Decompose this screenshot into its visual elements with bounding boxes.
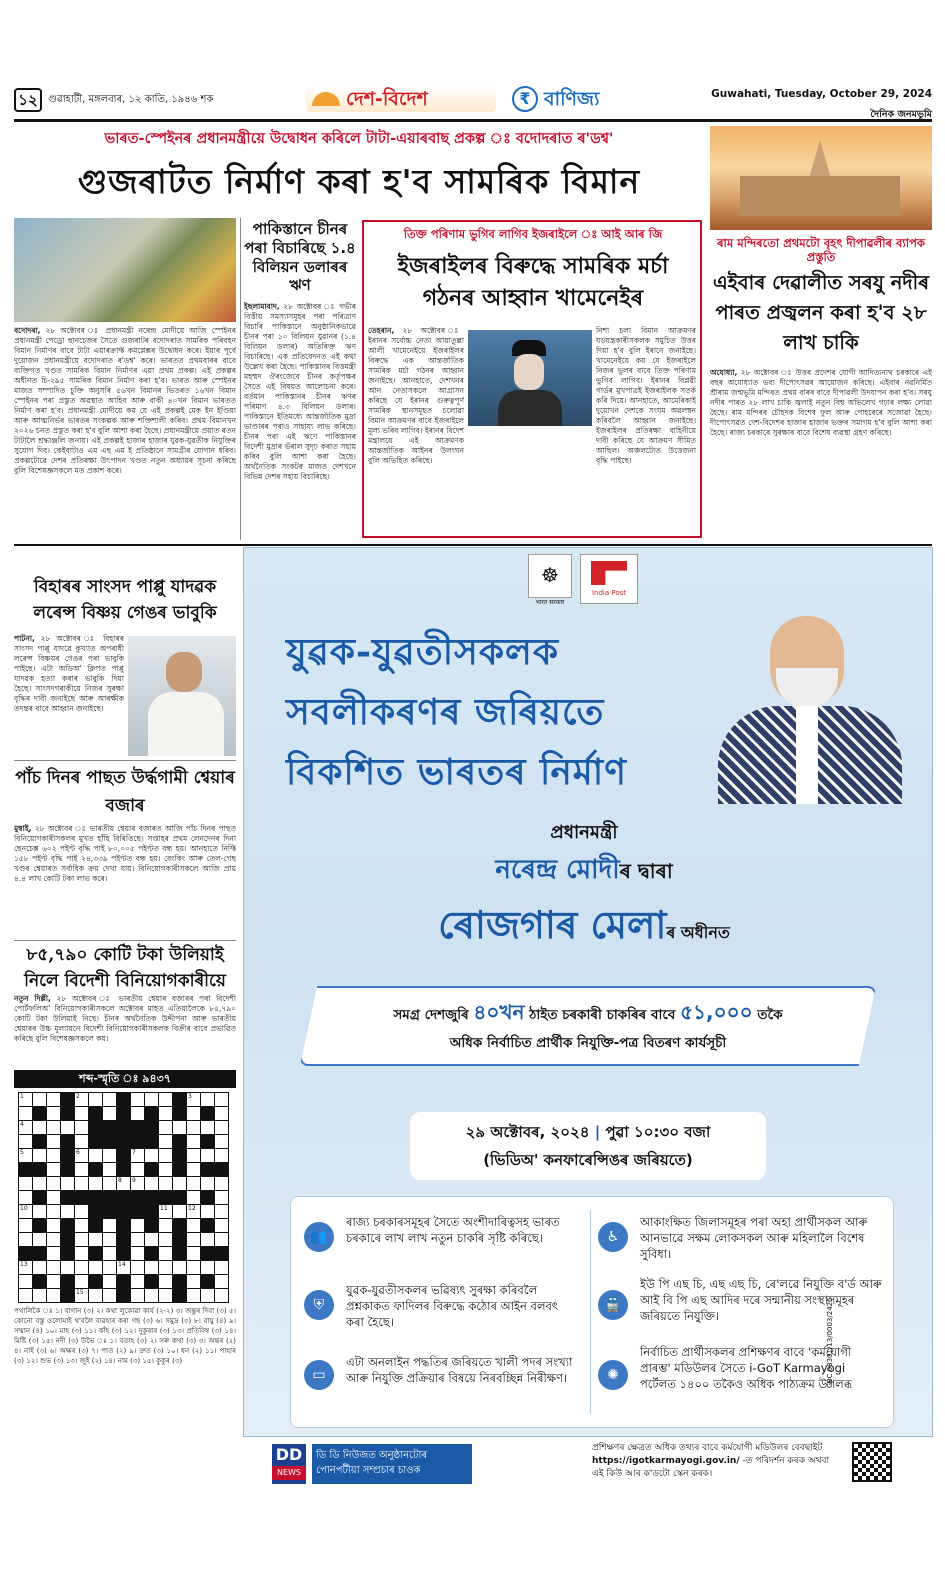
china-loan-body: ইছলামাবাদ, ২৮ অক্টোবৰ ঃ গভীৰ বিত্তীয় সমস্যাসমূহৰ পৰা পৰিত্ৰাণ বিচাৰি পাকিস্তানে অনুষ্ঠানিকভাৱে চীনৰ পৰা ১০ বিলিয়ন যুৱানৰ (১.৪ বিলিয়ন ডলাৰ) অতিৰিক্ত ঋণ বিচাৰিছে। এক প্ৰতিবেদনত এই কথা উল্লেখ কৰা হৈছে। পাকিস্তানৰ বিত্তমন্ত্ৰী মহম্মদ ঔৰংজেবে চীনৰ কৰ্তৃপক্ষৰ সৈতে এই বিষয়ত আলোচনা কৰে। বৰ্তমান পাকিস্তানৰ চীনৰ ঋণৰ পৰিমাণ ৪.৩ বিলিয়ন ডলাৰ। পাকিস্তানে ইতিমধ্যে আন্তৰ্জাতিক মুদ্ৰা ভাণ্ডাৰৰ পৰাও সাহায্য লাভ কৰিছে। চীনৰ পৰা এই ঋণে পাকিস্তানৰ বিদেশী মুদ্ৰাৰ ভঁৰাল সুদৃঢ় কৰাত সহায় কৰিব বুলি আশা কৰা হৈছে। অৰ্থনৈতিক সংকটৰ মাজত দেশখনে বিভিন্ন দেশৰ সহায় বিচাৰিছে। [244,302,356,481]
crossword-cell[interactable] [47,1177,60,1190]
crossword-cell[interactable] [201,1093,214,1106]
shield-icon: ⛨ [304,1290,334,1320]
section-title-banijya: ₹ বাণিজ্য [508,86,708,112]
crossword-cell[interactable] [103,1149,116,1162]
crossword-cell[interactable] [215,1233,228,1246]
roadshow-photo [14,218,236,322]
crossword-block [89,1121,102,1134]
parliament-icon [312,92,340,106]
ram-mandir-photo [710,126,932,230]
crossword-cell[interactable] [33,1261,46,1274]
crossword-cell[interactable] [75,1107,88,1120]
ram-mandir-body: অযোধ্যা, ২৮ অক্টোবৰ ঃ উত্তৰ প্ৰদেশৰ যোগী আদিত্যনাথ চৰকাৰে এই বছৰ অযোধ্যাত ভব্য দীপোৎসৱৰ আয়োজন কৰিছে। এইবাৰ নৱনিৰ্মিত শ্ৰীৰাম জন্মভূমি মন্দিৰত প্ৰথম বাৰৰ বাবে দীপাৱলী উদযাপন কৰা হ'ব। সৰযু নদীৰ পাৰত ২৮ লাখ চাকি জ্বলাই নতুন বিশ্ব অভিলেখ গঢ়াৰ লক্ষ্য লোৱা হৈছে। ৰাম মন্দিৰৰ চৌহদক বিশেষ ফুল আৰু পোহৰেৰে সজোৱা হৈছে। দীপোৎসৱত দেশ-বিদেশৰ হাজাৰ হাজাৰ ভক্তৰ সমাগম হ'ব বুলি আশা কৰা হৈছে। ৰাজ্য চৰকাৰে সুৰক্ষাৰ বাবে বিশেষ ব্যৱস্থা গ্ৰহণ কৰিছে। [710,368,932,437]
crossword-block [103,1135,116,1148]
iran-headline: ইজৰাইলৰ বিৰুদ্ধে সামৰিক মৰ্চা গঠনৰ আহ্বান খামেনেইৰ [397,253,669,311]
crossword-block [173,1289,186,1302]
crossword-cell[interactable] [187,1247,200,1260]
crossword-cell[interactable] [187,1219,200,1232]
crossword-cell[interactable] [19,1275,32,1288]
date-assamese: গুৱাহাটী, মঙ্গলবাৰ, ১২ কাতি, ১৯৪৬ শক [48,94,214,105]
crossword-block [145,1163,158,1176]
crossword-block [89,1219,102,1232]
crossword-cell[interactable] [159,1219,172,1232]
crossword-block [33,1191,46,1204]
crossword-block [117,1205,130,1218]
crossword-block [33,1275,46,1288]
fii-headline: ৮৫,৭৯০ কোটি টকা উলিয়াই নিলে বিদেশী বিনিয়োগকাৰীয়ে [24,945,226,991]
crossword-cell[interactable] [173,1205,186,1218]
pappu-yadav-photo [128,636,236,756]
crossword-block [117,1275,130,1288]
crossword-block [61,1275,74,1288]
crossword-cell[interactable]: 5 [19,1149,32,1162]
crossword-cell[interactable]: 7 [131,1149,144,1162]
crossword-cell[interactable] [61,1261,74,1274]
crossword-block [89,1163,102,1176]
crossword-cell[interactable] [159,1135,172,1148]
crossword-block [173,1135,186,1148]
crossword-cell[interactable] [215,1149,228,1162]
crossword-block [117,1191,130,1204]
crossword-block [145,1121,158,1134]
crossword-cell[interactable] [201,1233,214,1246]
crossword-cell[interactable] [75,1247,88,1260]
page-header [14,86,932,122]
crossword-cell[interactable] [19,1177,32,1190]
crossword-cell[interactable] [173,1177,186,1190]
crossword-block [117,1233,130,1246]
crossword-cell[interactable] [215,1289,228,1302]
crossword-cell[interactable] [47,1135,60,1148]
crossword-block [19,1163,32,1176]
iran-kicker: তিক্ত পৰিণাম ভুগিব লাগিব ইজৰাইলে ঃ আই আৰ জি [403,227,663,241]
pm-block: প্ৰধানমন্ত্ৰী নৰেন্দ্ৰ মোদীৰ দ্বাৰা ৰোজগাৰ মেলাৰ অধীনত [414,818,754,965]
crossword-cell[interactable] [75,1261,88,1274]
crossword-cell[interactable] [75,1219,88,1232]
lead-kicker: ভাৰত-স্পেইনৰ প্ৰধানমন্ত্ৰীয়ে উদ্বোধন কৰিলে টাটা-এয়াৰবাছ প্ৰকল্প ঃ বদোদৰাত ৰ'ডশ্ব' [104,131,614,147]
accessibility-icon: ♿ [598,1222,628,1252]
crossword-block [117,1163,130,1176]
crossword-cell[interactable] [159,1163,172,1176]
crossword-cell[interactable] [33,1149,46,1162]
crossword-grid [18,1092,229,1303]
crossword-block [61,1093,74,1106]
crossword-cell[interactable] [47,1247,60,1260]
crossword-block [117,1093,130,1106]
crossword-cell[interactable] [215,1177,228,1190]
bihar-headline: বিহাৰৰ সাংসদ পাপ্পু যাদৱক লৰেন্স বিষ্ণয় গেঙৰ ভাবুকি [33,577,217,623]
crossword-cell[interactable] [33,1205,46,1218]
crossword-block [33,1219,46,1232]
crossword-cell[interactable] [159,1275,172,1288]
crossword-cell[interactable] [187,1135,200,1148]
crossword-cell[interactable] [89,1261,102,1274]
crossword-cell[interactable] [131,1163,144,1176]
benefit-3: এটা অনলাইন পদ্ধতিৰ জৰিয়তে খালী পদৰ সংখ্যা আৰু নিযুক্তি প্ৰক্ৰিয়াৰ বিষয়ে নিৰবচ্ছিন্ন নিৰীক্ষণ। [346,1355,573,1385]
crossword-block [145,1219,158,1232]
bihar-body: পাটনা, ২৮ অক্টোবৰ ঃ বিহাৰৰ সাংসদ পাপ্পু যাদৱে কুখ্যাত অপৰাধী লৰেন্স বিষ্ণয়ৰ গেঙৰ পৰা ভাবুকি পাইছে। এটা অডিঅ' ক্লিপত পাপ্পু যাদৱক হত্যা কৰাৰ ভাবুকি দিয়া হৈছে। সাংসদগৰাকীয়ে নিজৰ সুৰক্ষা বৃদ্ধিৰ দাবী জনাইছে আৰু আৰক্ষীক তদন্তৰ বাবে আহ্বান জনাইছে। [14,634,124,713]
crossword-block [33,1163,46,1176]
crossword-cell[interactable]: 1 [19,1093,32,1106]
crossword-cell[interactable] [131,1275,144,1288]
crossword-cell[interactable] [131,1107,144,1120]
crossword-block [173,1191,186,1204]
crossword-cell[interactable] [47,1107,60,1120]
crossword-cell[interactable] [131,1233,144,1246]
crossword-block [61,1289,74,1302]
date-english: Guwahati, Tuesday, October 29, 2024 [711,88,932,100]
crossword-cell[interactable]: 15 [75,1289,88,1302]
crossword-block [61,1107,74,1120]
crossword-clues: পথালিকৈ ঃ ১। বাগান (৩) ২। কথা লুকোৱা কাৰ্য (২-২) ৩। জন্তুৰ দিবা (৩) ৫। কোনো বস্তু ওলোমাই থ'বলৈ ব্যৱহাৰ কৰা গছ (৩) ৬। সমুদ্ৰ (৩) ৮। বায়ু (৪) ৯। সম্মান (৪) ১০। মাহ (৩) ১১। কাঁহ (৩) ১২। দুকুৰাৰ (৩) ১৩। প্ৰতিবিম্ব (৩) ১৪। মিষ্টি (৩) ১৫। নদী (৩) উভৈ ঃ ১। বতাহ (৩) ২। সৰু কথা (৩) ৩। অন্তৰ (২) ৪। নাই (৩) ৬। অক্ষৰ (৩) ৭। পাত (২) ৯। দ্ৰুত (৩) ১০। ধন (২) ১১। পাহাৰ (৩) ১২। শুভ (৩) ১৩। জুই (২) ১৪। নাম (৩) ১৫। কুকুৰ (৩) [14,1307,236,1365]
crossword-cell[interactable] [131,1289,144,1302]
monitor-icon: ▭ [304,1360,334,1390]
crossword-block [61,1233,74,1246]
crossword-block [131,1135,144,1148]
iran-body-col1: তেহৰান, ২৮ অক্টোবৰ ঃ ইৰানৰ সৰ্বোচ্চ নেতা আয়াতুল্লা আলী খামেনেইয়ে ইজৰাইলৰ বিৰুদ্ধে এক আন্তৰ্জাতিক সামৰিক মৰ্চা গঠনৰ আহ্বান জনাইছে। আনহাতে, দেশখনৰ আন নেতাসকলে আগ্ৰাসন কৰিছে যে ইৰানৰ গুৰুত্বপূৰ্ণ সামৰিক স্থানসমূহত চলোৱা বিমান আক্ৰমণৰ বাবে ইজৰাইলে মূল্য ভৰিব লাগিব। ইৰানৰ বিদেশ মন্ত্ৰালয়ে এই আক্ৰমণক আন্তৰ্জাতিক আইনৰ উলংঘন বুলি অভিহিত কৰিছে। [368,326,464,465]
crossword-cell[interactable] [131,1219,144,1232]
crossword-cell[interactable] [187,1121,200,1134]
event-date: ২৯ অক্টোবৰ, ২০২৪ [465,1123,590,1141]
crossword-cell[interactable] [33,1093,46,1106]
crossword-cell[interactable] [103,1219,116,1232]
crossword-block [173,1149,186,1162]
crossword-cell[interactable] [75,1233,88,1246]
market-body: মুম্বাই, ২৮ অক্টোবৰ ঃ ভাৰতীয় শ্বেয়াৰ বজাৰত আজি পাঁচ দিনৰ পাছত বিনিয়োগকাৰীসকলৰ মুখত হাঁহি বিৰিঙিছে। সপ্তাহৰ প্ৰথম লেনদেনৰ দিনা ছেনচেক্স ৬০২ পইণ্ট বৃদ্ধি পাই ৮০,০০৫ পইণ্টত বন্ধ হয়। আনহাতে নিফ্টি ১৫৮ পইণ্ট বৃদ্ধি পাই ২৪,৩৩৯ পইণ্টত বন্ধ হয়। বেংকিং আৰু তেল-গেছ খণ্ডৰ শ্বেয়াৰত সৰ্বাধিক ক্ৰয় দেখা যায়। বিনিয়োগকাৰীসকলে আজি প্ৰায় ৪.৪ লাখ কোটি টকা লাভ কৰে। [14,824,236,883]
crossword-block [61,1191,74,1204]
cbc-code: CBC 08301/13/0003/2425 [826,1297,834,1388]
crossword-cell[interactable] [201,1289,214,1302]
crossword-block [117,1135,130,1148]
crossword-block [89,1205,102,1218]
crossword-cell[interactable] [47,1275,60,1288]
crossword-cell[interactable]: 6 [75,1149,88,1162]
crossword-cell[interactable] [187,1191,200,1204]
crossword-cell[interactable] [61,1121,74,1134]
crossword-cell[interactable] [131,1247,144,1260]
crossword-block [33,1247,46,1260]
crossword-block [117,1247,130,1260]
crossword-cell[interactable] [215,1205,228,1218]
crossword-cell[interactable] [145,1233,158,1246]
crossword-title: শব্দ-স্মৃতি ঃ ৯৪৩৭ [14,1070,236,1088]
crossword-cell[interactable]: 4 [19,1121,32,1134]
crossword-block [201,1275,214,1288]
crossword-cell[interactable] [89,1233,102,1246]
crossword-block [61,1135,74,1148]
crossword-block [173,1163,186,1176]
crossword-block [61,1163,74,1176]
pm-portrait [712,610,912,804]
qr-code-icon[interactable] [852,1442,892,1482]
crossword-cell[interactable] [145,1149,158,1162]
crossword-cell[interactable] [187,1163,200,1176]
crossword-block [173,1233,186,1246]
benefit-4: আকাংক্ষিত জিলাসমূহৰ পৰা অহা প্ৰাৰ্থীসকল আৰু আনভাৱে সক্ষম লোকসকল আৰু মহিলালৈ বিশেষ সুবিধা। [640,1215,868,1261]
crossword-cell[interactable] [159,1177,172,1190]
crossword-cell[interactable] [33,1289,46,1302]
crossword-cell[interactable] [201,1261,214,1274]
crossword-cell[interactable] [159,1149,172,1162]
crossword-cell[interactable] [103,1093,116,1106]
crossword-cell[interactable] [103,1233,116,1246]
crossword-cell[interactable] [89,1093,102,1106]
crossword-block [103,1121,116,1134]
crossword-cell[interactable] [19,1135,32,1148]
benefit-5: ইউ পি এছ চি, এছ এছ চি, ৰে'লৱে নিযুক্তি ব'ৰ্ড আৰু আই বি পি এছ আদিৰ দৰে সন্মানীয় সংস্থাসমূহৰ জৰিয়তে নিযুক্তি। [640,1277,882,1323]
crossword-block [131,1191,144,1204]
crossword-cell[interactable] [47,1149,60,1162]
benefit-1: ৰাজ্য চৰকাৰসমূহৰ সৈতে অংশীদাৰিত্বসহ ভাৰত চৰকাৰে লাখ লাখ নতুন চাকৰি সৃষ্টি কৰিছে। [346,1215,560,1245]
crossword-cell[interactable] [201,1177,214,1190]
crossword-block [173,1219,186,1232]
crossword-cell[interactable] [103,1163,116,1176]
crossword-cell[interactable] [215,1261,228,1274]
people-icon: 👥 [304,1222,334,1252]
crossword-cell[interactable] [61,1205,74,1218]
crossword-block [117,1289,130,1302]
crossword-block [89,1247,102,1260]
benefit-6: নিৰ্বাচিত প্ৰাৰ্থীসকলৰ প্ৰশিক্ষণৰ বাবে 'কৰ্মযোগী প্ৰাৰম্ভ' মডিউলৰ সৈতে i-GoT Karmayogi পৰ্টেলত ১৪০০ তকৈও অধিক পাঠ্যক্ৰম উপলব্ধ [640,1345,852,1391]
crossword-cell[interactable] [103,1261,116,1274]
crossword-cell[interactable] [159,1121,172,1134]
crossword-block [61,1247,74,1260]
karmayogi-link[interactable]: https://igotkarmayogi.gov.in/ [592,1456,740,1466]
pm-name: নৰেন্দ্ৰ মোদী [495,855,620,885]
crossword-cell[interactable]: 13 [19,1261,32,1274]
crossword-block [215,1247,228,1260]
crossword-block [117,1219,130,1232]
crossword-block [201,1107,214,1120]
crossword-cell[interactable] [75,1205,88,1218]
crossword-block [201,1191,214,1204]
crossword-cell[interactable] [145,1289,158,1302]
gov-label: भारत सरकार [535,599,565,606]
crossword-block [61,1219,74,1232]
crossword-block [61,1149,74,1162]
crossword-block [131,1205,144,1218]
crossword-cell[interactable]: 10 [19,1205,32,1218]
crossword-cell[interactable] [215,1275,228,1288]
crossword-cell[interactable] [173,1261,186,1274]
event-name: ৰোজগাৰ মেলা [438,903,667,947]
crossword-block [117,1121,130,1134]
crossword-cell[interactable] [47,1233,60,1246]
crossword-cell[interactable] [75,1163,88,1176]
crossword-cell[interactable] [33,1121,46,1134]
crossword-block [173,1247,186,1260]
crossword-block [117,1149,130,1162]
dd-news-logo: DD NEWS [272,1444,306,1484]
crossword-block [89,1135,102,1148]
crossword-cell[interactable] [19,1107,32,1120]
crossword-block [201,1135,214,1148]
crossword-cell[interactable] [47,1191,60,1204]
crossword-cell[interactable] [47,1219,60,1232]
dd-news-text: ডি ডি নিউজত অনুষ্ঠানটোৰ পোনপটীয়া সম্প্ৰচাৰ চাওক [312,1444,472,1484]
crossword-cell[interactable] [159,1107,172,1120]
crossword-block [145,1191,158,1204]
crossword-cell[interactable] [145,1177,158,1190]
crossword-cell[interactable] [201,1121,214,1134]
crossword-cell[interactable] [103,1275,116,1288]
crossword-cell[interactable] [173,1121,186,1134]
crossword-cell[interactable] [159,1261,172,1274]
crossword-block [173,1107,186,1120]
crossword-cell[interactable] [215,1219,228,1232]
crossword-cell[interactable] [159,1247,172,1260]
rupee-icon: ₹ [512,86,538,112]
crossword-cell[interactable]: 11 [159,1205,172,1218]
crossword-cell[interactable] [145,1261,158,1274]
crossword-cell[interactable] [215,1191,228,1204]
crossword-block [215,1163,228,1176]
crossword-cell[interactable] [47,1163,60,1176]
crossword-block [117,1107,130,1120]
lead-headline: গুজৰাটত নিৰ্মাণ কৰা হ'ব সামৰিক বিমান [77,162,641,201]
crossword-block [89,1107,102,1120]
crossword-cell[interactable] [103,1247,116,1260]
section-title-desh-bidesh: দেশ-বিদেশ [306,86,496,112]
crossword-cell[interactable] [33,1233,46,1246]
crossword-cell[interactable] [159,1289,172,1302]
crossword-cell[interactable] [159,1233,172,1246]
crossword-block [103,1191,116,1204]
crossword-cell[interactable] [187,1107,200,1120]
crossword-cell[interactable] [187,1177,200,1190]
ram-mandir-headline: এইবাৰ দেৱালীত সৰযু নদীৰ পাৰত প্ৰজ্বলন কৰা হ'ব ২৮ লাখ চাকি [712,271,930,354]
benefit-2: যুৱক-যুৱতীসকলৰ ভৱিষ্যৎ সুৰক্ষা কৰিবলৈ প্ৰশ্নকাকত ফাদিলৰ বিৰুদ্ধে কঠোৰ আইন বলবৎ কৰা হৈছে। [346,1283,559,1329]
paper-name: দৈনিক জনমভূমি [870,109,932,120]
crossword-cell[interactable] [103,1177,116,1190]
crossword-cell[interactable]: 3 [187,1093,200,1106]
market-headline: পাঁচ দিনৰ পাছত উৰ্দ্ধগামী শ্বেয়াৰ বজাৰ [15,768,235,816]
emblem-icon: ☸ [528,554,572,598]
crossword-cell[interactable] [19,1289,32,1302]
crossword-cell[interactable] [145,1093,158,1106]
crossword-block [33,1135,46,1148]
crossword-cell[interactable] [47,1205,60,1218]
crossword-cell[interactable] [89,1177,102,1190]
crossword-cell[interactable] [75,1121,88,1134]
crossword-block [89,1275,102,1288]
event-datetime: ২৯ অক্টোবৰ, ২০২৪ | পুৱা ১০:৩০ বজা (ভিডিঅ' কনফাৰেন্সিঙৰ জৰিয়তে) [410,1118,766,1174]
china-loan-headline: পাকিস্তানে চীনৰ পৰা বিচাৰিছে ১.৪ বিলিয়ন ডলাৰৰ ঋণ [244,220,356,295]
ad-footer-text: প্ৰশিক্ষণৰ ক্ষেত্ৰত অধিক তথ্যৰ বাবে কৰ্মযোগী মডিউলৰ বেবছাইট https://igotkarmayogi.gov.in/ -ত পৰিদৰ্শন কৰক অথবা এই কিউ আৰ ক'ডটো স্কেন কৰক। [592,1443,830,1479]
crossword-cell[interactable] [215,1135,228,1148]
page-number: ১২ [14,88,42,112]
crossword-block [145,1205,158,1218]
event-mode: (ভিডিঅ' কনফাৰেন্সিঙৰ জৰিয়তে) [483,1151,693,1169]
crossword-block [145,1247,158,1260]
crossword-block [33,1107,46,1120]
crossword-block [173,1275,186,1288]
crossword-block [159,1191,172,1204]
crossword-cell[interactable]: 2 [75,1093,88,1106]
crossword-cell[interactable] [103,1107,116,1120]
crossword-cell[interactable]: 8 [117,1177,130,1190]
crossword-cell[interactable] [19,1219,32,1232]
fii-body: নতুন দিল্লী, ২৮ অক্টোবৰ ঃ ভাৰতীয় শ্বেয়াৰ বজাৰৰ পৰা বিদেশী পোৰ্টফলিঅ' বিনিয়োগকাৰীসকলে অক্টোবৰ মাহত এতিয়ালৈকে ৮৫,৭৯০ কোটি টকা উলিয়াই নিছে। চীনৰ অৰ্থনৈতিক উদ্দীপনা আৰু ভাৰতীয় শ্বেয়াৰৰ উচ্চ মূল্যায়নে বিদেশী বিনিয়োগকাৰীসকলক বিক্ৰীৰ বাবে প্ৰভাৱিত কৰিছে বুলি বিশেষজ্ঞসকলে কয়। [14,994,236,1043]
crossword-block [103,1205,116,1218]
crossword-cell[interactable] [75,1177,88,1190]
crossword-cell[interactable] [47,1289,60,1302]
karmayogi-icon: ✺ [598,1360,628,1390]
crossword-cell[interactable] [19,1233,32,1246]
crossword-block [75,1191,88,1204]
crossword-cell[interactable] [159,1093,172,1106]
crossword-block [89,1191,102,1204]
crossword-cell[interactable] [47,1093,60,1106]
crossword-cell[interactable] [75,1135,88,1148]
khamenei-photo [468,330,592,426]
crossword-cell[interactable] [131,1261,144,1274]
crossword-block [145,1275,158,1288]
crossword-cell[interactable] [47,1121,60,1134]
crossword-block [131,1121,144,1134]
crossword-cell[interactable] [47,1261,60,1274]
crossword-block [145,1107,158,1120]
event-time: পুৱা ১০:৩০ বজা [605,1123,711,1141]
crossword-cell[interactable] [19,1191,32,1204]
crossword-cell[interactable]: 12 [187,1205,200,1218]
ad-description: সমগ্ৰ দেশজুৰি ৪০খন ঠাইত চৰকাৰী চাকৰিৰ বাবে ৫১,০০০ তকৈ অধিক নিৰ্বাচিত প্ৰাৰ্থীক নিযুক্তি-পত্ৰ বিতৰণ কাৰ্যসূচী [393,1000,783,1051]
crossword-cell[interactable] [187,1261,200,1274]
crossword-cell[interactable] [187,1289,200,1302]
crossword-cell[interactable] [103,1289,116,1302]
crossword-cell[interactable] [89,1149,102,1162]
ram-mandir-caption: ৰাম মন্দিৰতো প্ৰথমটো বৃহৎ দীপাৱলীৰ ব্যাপক প্ৰস্তুতি [717,236,925,265]
crossword-block [145,1135,158,1148]
crossword-cell[interactable] [89,1289,102,1302]
lead-body: বদোদৰা, ২৮ অক্টোবৰ ঃ প্ৰধানমন্ত্ৰী নৰেন্দ্ৰ মোদীয়ে আজি স্পেইনৰ প্ৰধানমন্ত্ৰী পেড্ৰো ছানচেজৰ সৈতে গুজৰাটৰ বদোদৰাত সামৰিক পৰিবহন বিমান নিৰ্মাণৰ বাবে টাটা এয়াৰক্ৰাফ্ট কমপ্লেক্সৰ উদ্বোধন কৰে। ইয়াৰ পূৰ্বে দুয়োজন প্ৰধানমন্ত্ৰীয়ে বদোদৰাত ৰ'ডশ্ব' কৰে। ভাৰতত প্ৰথমবাৰৰ বাবে ব্যক্তিগত খণ্ডত সামৰিক বিমান নিৰ্মাণৰ এয়া প্ৰথম প্ৰকল্প। এই প্ৰকল্পৰ অধীনত চি-২৯৫ সামৰিক বিমান নিৰ্মাণ কৰা হ'ব। ভাৰত আৰু স্পেইনৰ মাজত সম্পাদিত চুক্তি অনুসৰি ৫৬খন বিমানৰ ভিতৰত ১৬খন বিমান স্পেইনৰ পৰা প্ৰস্তুত অৱস্থাত আহিব আৰু বাকী ৪০খন বিমান ভাৰতত নিৰ্মাণ কৰা হ'ব। প্ৰধানমন্ত্ৰী মোদীয়ে কয় যে এই প্ৰকল্পই মেক ইন ইণ্ডিয়া আৰু আত্মনিৰ্ভৰ ভাৰতৰ সংকল্পক আৰু শক্তিশালী কৰিব। প্ৰথম বিমানখন ২০২৬ চনত প্ৰস্তুত কৰা হ'ব বুলি আশা কৰা হৈছে। প্ৰধানমন্ত্ৰীয়ে প্ৰয়াত ৰতন টাটালৈ শ্ৰদ্ধাঞ্জলি জনায়। এই প্ৰকল্পই হাজাৰ হাজাৰ যুৱক-যুৱতীক নিযুক্তিৰ সুযোগ দিব। কেইবাটাও এম এছ এম ই প্ৰতিষ্ঠানে সামগ্ৰীৰ যোগান ধৰিব। প্ৰকল্পটোৱে দেশৰ প্ৰতিৰক্ষা উৎপাদন খণ্ডত নতুন অধ্যায়ৰ সূচনা কৰিছে বুলি বিশেষজ্ঞসকলে মত প্ৰকাশ কৰে। [14,326,236,475]
crossword-cell[interactable]: 14 [117,1261,130,1274]
crossword-cell[interactable] [187,1149,200,1162]
crossword-cell[interactable] [215,1107,228,1120]
crossword-cell[interactable] [33,1177,46,1190]
crossword-cell[interactable] [131,1093,144,1106]
crossword-block [173,1093,186,1106]
crossword-block [201,1163,214,1176]
pm-label: প্ৰধানমন্ত্ৰী [550,822,618,843]
crossword-cell[interactable] [187,1233,200,1246]
train-icon: 🚆 [598,1290,628,1320]
crossword-cell[interactable] [75,1275,88,1288]
crossword-cell[interactable]: 9 [131,1177,144,1190]
crossword-block [201,1247,214,1260]
iran-body-col2: নিশা চলা বিমান আক্ৰমণৰ যড়যন্ত্ৰকাৰীসকলক সমুচিত উত্তৰ দিয়া হ'ব বুলি ইৰানে জনাইছে। খামেনেইয়ে কয় যে ইজৰাইলে নিজৰ ভুলৰ বাবে তিক্ত পৰিণাম ভুগিব লাগিব। ইৰানৰ বিপ্লৱী গাৰ্ডৰ মুখপাত্ৰই ইজৰাইলক সতৰ্ক কৰি দিয়ে। আনহাতে, আমেৰিকাই দুয়োখন দেশকে সংযম অৱলম্বন কৰিবলৈ আহ্বান জনাইছে। ইজৰাইলৰ প্ৰতিৰক্ষা বাহিনীয়ে দাবী কৰিছে যে আক্ৰমণ সীমিত আছিল। অঞ্চলটোত উত্তেজনা বৃদ্ধি পাইছে। [596,326,696,465]
india-post-logo: India Post [580,554,638,604]
crossword-cell[interactable] [201,1149,214,1162]
crossword-block [19,1247,32,1260]
crossword-cell[interactable] [61,1177,74,1190]
crossword-cell[interactable] [215,1121,228,1134]
crossword-block [201,1219,214,1232]
crossword-cell[interactable] [187,1275,200,1288]
crossword-cell[interactable] [201,1205,214,1218]
crossword-cell[interactable] [215,1093,228,1106]
ad-title: যুৱক-যুৱতীসকলক সবলীকৰণৰ জৰিয়তে বিকশিত ভাৰতৰ নিৰ্মাণ [286,631,627,793]
